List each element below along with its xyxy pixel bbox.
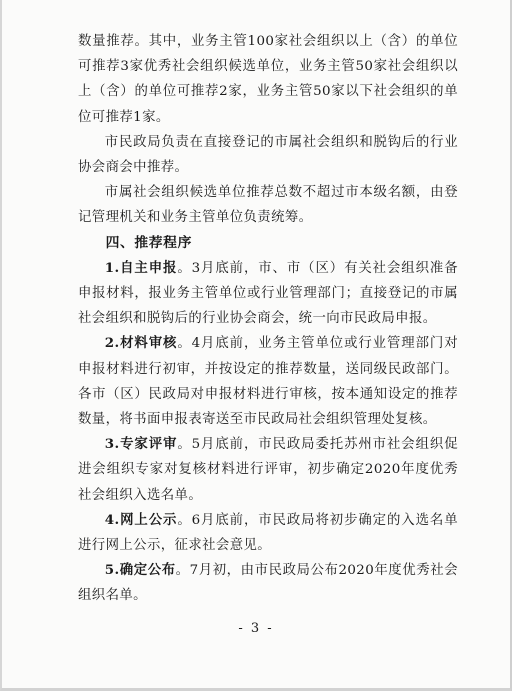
step-self-application (78, 256, 458, 332)
step-online-publicity (78, 508, 458, 558)
step-text: 。5月底前，市民政局委托苏州市社会组织促进会组织专家对复核材料进行评审，初步确定2020年度优秀社会组织入选名单。 (78, 437, 458, 503)
step-title: 4.网上公示 (104, 511, 178, 528)
step-title: 3.专家评审 (104, 436, 178, 453)
step-text: 。4月底前，业务主管单位或行业管理部门对申报材料进行初审，并按设定的推荐数量，送同级民政部门。各市（区）民政局对申报材料进行审核，按本通知设定的推荐数量，将书面申报表寄送至市民政局社会组织管理处复核。 (78, 336, 458, 428)
step-title: 1.自主申报 (104, 259, 178, 276)
paragraph-civil-affairs-bureau: 市民政局负责在直接登记的市属社会组织和脱钩后的行业协会商会中推荐。 (78, 134, 458, 176)
step-announcement (78, 558, 458, 608)
step-title: 5.确定公布 (104, 562, 176, 579)
paragraph-total-quota: 市属社会组织候选单位推荐总数不超过市本级名额，由登记管理机关和业务主管单位负责统筹。 (78, 185, 458, 226)
step-expert-review (78, 432, 458, 508)
step-text: 。3月底前，市、市（区）有关社会组织准备申报材料，报业务主管单位或行业管理部门；直接登记的市属社会组织和脱钩后的行业协会商会，统一向市民政局申报。 (78, 260, 458, 327)
page-number: - 3 - (238, 621, 274, 636)
step-text: 。6月底前，市民政局将初步确定的入选名单进行网上公示，征求社会意见。 (78, 512, 458, 554)
paragraph-quota: 数量推荐。其中，业务主管100家社会组织以上（含）的单位可推荐3家优秀社会组织候选单位，业务主管50家社会组织以上（含）的单位可推荐2家，业务主管50家以下社会组织的单位可推荐1家。 (78, 34, 458, 125)
step-text: 。7月初，由市民政局公布2020年度优秀社会组织名单。 (78, 563, 458, 604)
document-body (78, 29, 458, 609)
step-title: 2.材料审核 (104, 335, 178, 352)
step-material-review (78, 331, 458, 432)
section-heading: 四、推荐程序 (105, 234, 192, 251)
